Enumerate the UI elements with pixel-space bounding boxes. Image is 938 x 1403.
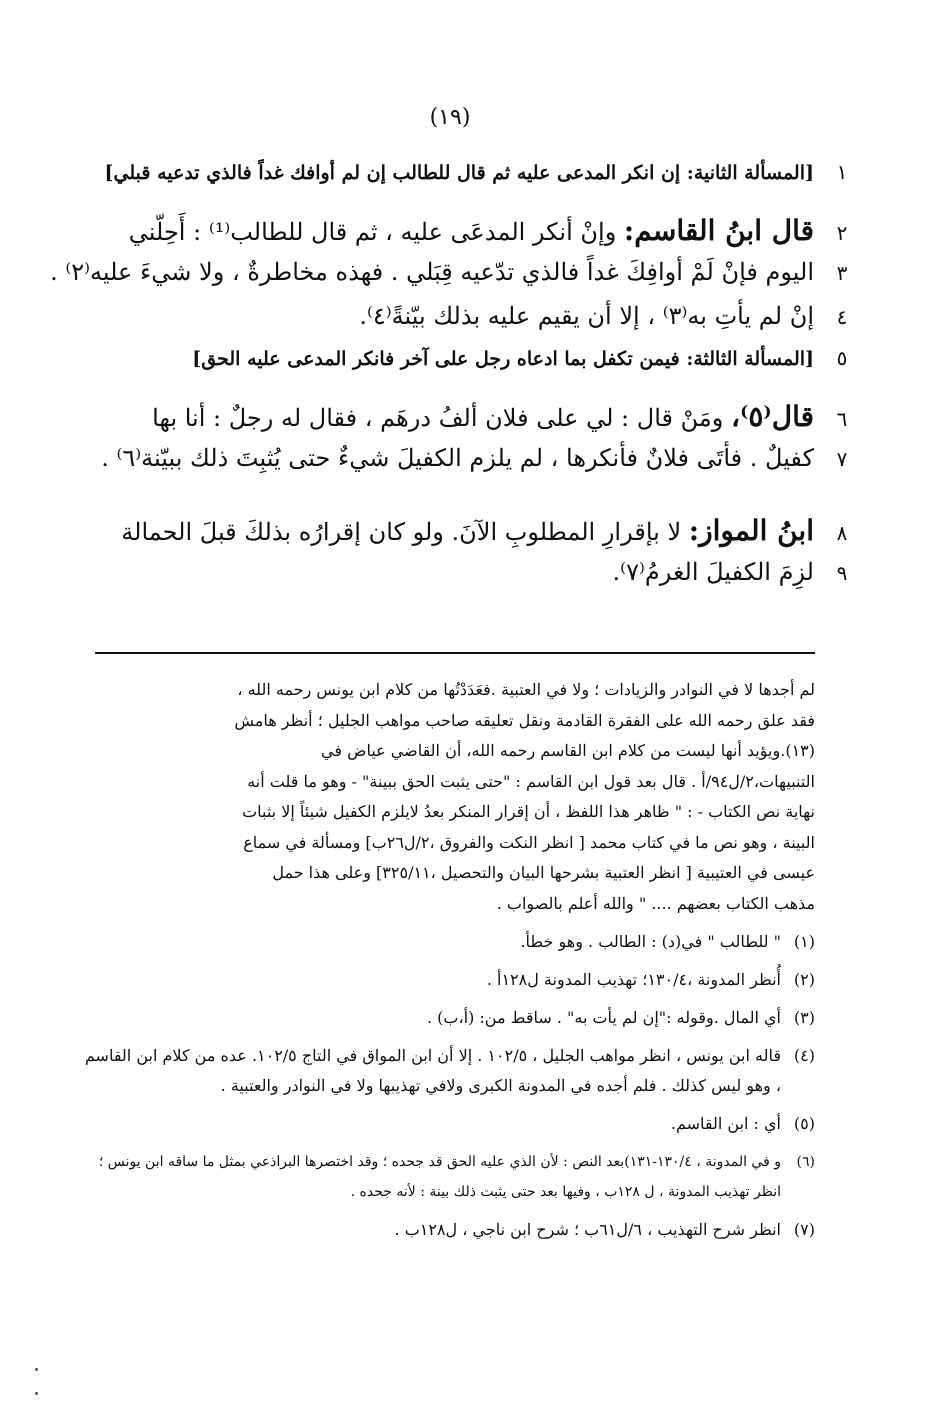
line-body: كفيلٌ . فأتَى فلانٌ فأنكرها ، لم يلزم الكفيلَ شيءٌ حتى يُثبِتَ ذلك ببيّنة⁽٦⁾ . — [101, 444, 814, 472]
line-body: لزِمَ الكفيلَ الغرمُ⁽٧⁾. — [612, 558, 814, 586]
footnote-continuation-line: نهاية نص الكتاب - : " ظاهر هذا اللفظ ، أن إقرار المنكر بعدُ لايلزم الكفيل شيئاً إلا بثبات — [242, 802, 815, 821]
footnote-continuation-line: لم أجدها لا في النوادر والزيادات ؛ ولا في العتبية .فعَدَدْتُها من كلام ابن يونس رحمه الله ، — [237, 680, 815, 699]
line-number: ٣ — [836, 261, 848, 285]
text-line — [60, 444, 870, 488]
scan-speck — [35, 1392, 38, 1395]
footnote — [75, 965, 815, 995]
footnote-continuation-line: عيسى في العتيبية [ انظر العتبية بشرحها البيان والتحصيل ،٣٢٥/١١] وعلى هذا حمل — [272, 863, 815, 882]
text-line — [60, 214, 870, 258]
text-line — [60, 514, 870, 558]
text-line — [60, 400, 870, 444]
footnote — [75, 927, 815, 957]
footnote-number: (٣) — [793, 1008, 815, 1027]
line-text — [60, 514, 814, 547]
footnote-number: (٥) — [793, 1114, 815, 1133]
text-line — [60, 302, 870, 346]
text-line — [60, 558, 870, 602]
section-heading: [المسألة الثانية: إن انكر المدعى عليه ثم قال للطالب إن لم أوافك غداً فالذي تدعيه قبلي] — [104, 162, 814, 184]
text-line — [60, 346, 870, 390]
speaker-name: قال⁽٥⁾، — [730, 400, 814, 433]
footnote — [75, 1215, 815, 1245]
footnote — [75, 1109, 815, 1139]
line-body: اليوم فإنْ لَمْ أوافِكَ غداً فالذي تدّعيه قِبَلي . فهذه مخاطرةٌ ، ولا شيءَ عليه⁽٢⁾ . — [50, 258, 814, 286]
footnote-continuation-line: فقد علق رحمه الله على الفقرة القادمة ونقل تعليقه صاحب مواهب الجليل ؛ أنظر هامش — [234, 710, 815, 730]
footnote-text: قاله ابن يونس ، انظر مواهب الجليل ، ١٠٢/٥ . إلا أن ابن المواق في التاج ١٠٢/٥. عده من كلام ابن القاسم ، وهو ليس كذلك . فلم أجده في المدونة الكبرى ولافي تهذيبها ولا في النوادر والعتبية . — [84, 1046, 781, 1095]
line-body: لا بإقرارِ المطلوبِ الآنَ. ولو كان إقرارُه بذلكَ قبلَ الحمالة — [121, 518, 689, 546]
footnote-continuation-line: (١٣).ويؤيد أنها ليست من كلام ابن القاسم رحمه الله، أن القاضي عياض في — [321, 741, 815, 760]
footnote-continuation-line: البينة ، وهو نص ما في كتاب محمد [ انظر النكت والفروق ،٢/ل٢٦ب] ومسألة في سماع — [243, 832, 815, 852]
footnote — [75, 1147, 815, 1207]
footnote-text: و في المدونة ، ١٣٠/٤-١٣١)بعد النص : لأن الذي عليه الحق قد جحده ؛ وقد اختصرها البراذعي بمثل ما ساقه ابن يونس ؛ انظر تهذيب المدونة ، ل ١٢٨ب ، وفيها بعد حتى يثبت ذلك بينة : لأنه جحده . — [98, 1154, 781, 1200]
footnote-number: (٧) — [793, 1220, 815, 1239]
footnote — [75, 1041, 815, 1101]
line-number: ٨ — [836, 521, 848, 545]
line-number: ٦ — [836, 407, 848, 431]
line-text — [60, 400, 814, 433]
footnote-number: (٦) — [796, 1154, 815, 1170]
footnote-text: أُنظر المدونة ،١٣٠/٤؛ تهذيب المدونة ل١٢٨أ . — [486, 970, 781, 989]
line-number: ٢ — [836, 221, 848, 245]
line-body: إنْ لم يأتِ به⁽٣⁾ ، إلا أن يقيم عليه بذلك بيّنةً⁽٤⁾. — [359, 302, 814, 330]
line-number: ١ — [836, 160, 848, 184]
main-text — [50, 160, 870, 602]
footnote-number: (٢) — [793, 970, 815, 989]
footnote-separator — [95, 652, 815, 654]
speaker-name: قال ابنُ القاسم: — [623, 214, 814, 247]
footnote-number: (٤) — [793, 1046, 815, 1065]
scan-speck — [35, 1368, 38, 1371]
line-number: ٩ — [836, 561, 848, 585]
line-body: وإنْ أنكر المدعَى عليه ، ثم قال للطالب⁽¹⁾ : أَحِلّني — [128, 218, 624, 246]
footnote-continuation-line: مذهب الكتاب بعضهم .... " والله أعلم بالصواب . — [496, 893, 815, 913]
line-number: ٧ — [836, 447, 848, 471]
speaker-name: ابنُ المواز: — [688, 514, 814, 547]
text-line — [50, 258, 870, 302]
footnote-continuation-line: التنبيهات،٢/ل٩٤/أ . قال بعد قول ابن القاسم : "حتى يثبت الحق ببينة" - وهو ما قلت أنه — [247, 771, 815, 791]
page-number: (١٩) — [429, 105, 471, 130]
section-heading: [المسألة الثالثة: فيمن تكفل بما ادعاه رجل على آخر فانكر المدعى عليه الحق] — [192, 348, 814, 370]
footnote — [75, 1003, 815, 1033]
footnote-text: " للطالب " في(د) : الطالب . وهو خطأ. — [520, 932, 781, 951]
footnotes — [75, 675, 815, 1245]
footnote-text: انظر شرح التهذيب ، ٦/ل٦١ب ؛ شرح ابن ناجي ، ل١٢٨ب . — [394, 1220, 781, 1239]
footnote-text: أي المال .وقوله :"إن لم يأت به" . ساقط من: (أ،ب) . — [427, 1008, 781, 1027]
footnote-text: أي : ابن القاسم. — [670, 1114, 781, 1133]
line-text — [60, 214, 814, 247]
line-body: ومَنْ قال : لي على فلان ألفُ درهَم ، فقال له رجلٌ : أنا بها — [152, 404, 731, 432]
footnote-number: (١) — [793, 932, 815, 951]
text-line — [60, 160, 870, 204]
line-number: ٥ — [836, 346, 848, 370]
line-number: ٤ — [836, 305, 848, 329]
